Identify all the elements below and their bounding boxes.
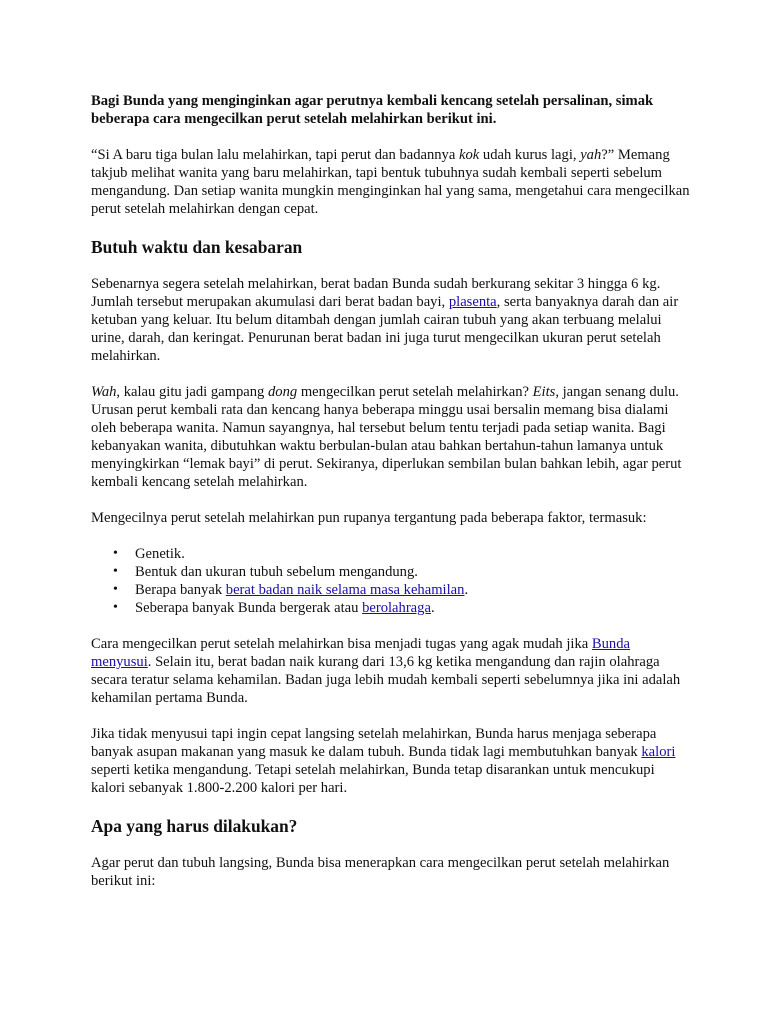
section-heading-butuh-waktu: Butuh waktu dan kesabaran <box>91 237 303 257</box>
s1p1-text-2: , serta banyaknya darah dan air ketuban yang keluar. Itu belum ditambah dengan jumlah cairan tubuh yang akan terbuang melalui urine, darah, dan keringat. Penurunan berat badan ini juga turut mengecilkan ukuran perut setelah melahirkan. <box>91 294 679 364</box>
italic-wah: Wah <box>91 384 117 400</box>
link-berolahraga[interactable]: berolahraga <box>362 600 431 616</box>
section1-paragraph-3: Mengecilnya perut setelah melahirkan pun rupanya tergantung pada beberapa faktor, termasuk: <box>91 510 647 526</box>
list-item-berat-badan <box>135 581 691 599</box>
quote-italic-kok: kok <box>458 147 480 163</box>
quote-text-1: “Si A baru tiga bulan lalu melahirkan, tapi perut dan badannya <box>91 147 459 163</box>
quote-italic-yah: yah <box>580 147 602 163</box>
list-item-bentuk-tubuh: • Bentuk dan ukuran tubuh sebelum mengandung. <box>135 563 691 581</box>
intro-lead-paragraph: Bagi Bunda yang menginginkan agar perutnya kembali kencang setelah persalinan, simak beberapa cara mengecilkan perut setelah melahirkan berikut ini. <box>91 93 654 127</box>
s1p4-text-1: Cara mengecilkan perut setelah melahirkan bisa menjadi tugas yang agak mudah jika <box>91 636 592 652</box>
s1p4-text-2: . Selain itu, berat badan naik kurang dari 13,6 kg ketika mengandung dan rajin olahraga secara teratur selama kehamilan. Badan juga lebih mudah kembali seperti sebelumnya jika ini adalah kehamilan pertama Bunda. <box>91 654 681 706</box>
section1-paragraph-4 <box>91 635 691 707</box>
s1p2-text-1: , kalau gitu jadi gampang <box>116 384 268 400</box>
s1p5-text-1: Jika tidak menyusui tapi ingin cepat langsing setelah melahirkan, Bunda harus menjaga seberapa banyak asupan makanan yang masuk ke dalam tubuh. Bunda tidak lagi membutuhkan banyak <box>91 726 657 760</box>
b3-text: Berapa banyak <box>135 582 226 598</box>
section1-paragraph-1 <box>91 275 691 365</box>
intro-quote-paragraph <box>91 146 691 218</box>
italic-eits: Eits <box>532 384 556 400</box>
section2-paragraph-1: Agar perut dan tubuh langsing, Bunda bisa menerapkan cara mengecilkan perut setelah melahirkan berikut ini: <box>91 855 670 889</box>
link-kalori[interactable]: kalori <box>641 744 676 760</box>
section1-paragraph-5 <box>91 725 691 797</box>
section1-paragraph-2 <box>91 383 691 491</box>
quote-text-2: udah kurus lagi, <box>479 147 581 163</box>
list-item-genetik: • Genetik. <box>135 545 691 563</box>
link-plasenta[interactable]: plasenta <box>448 294 497 310</box>
s1p2-text-3: , jangan senang dulu. Urusan perut kembali rata dan kencang hanya beberapa minggu usai bersalin memang bisa dialami oleh beberapa wanita. Namun sayangnya, hal tersebut belum tentu terjadi pada setiap wanita. Bagi kebanyakan wanita, dibutuhkan waktu berbulan-bulan atau bahkan bertahun-tahun lamanya untuk menyingkirkan “lemak bayi” di perut. Sekiranya, diperlukan sembilan bulan bahkan lebih, agar perut kembali kencang setelah melahirkan. <box>91 384 682 490</box>
b4-text: Seberapa banyak Bunda bergerak atau <box>135 600 363 616</box>
link-berat-badan-kehamilan[interactable]: berat badan naik selama masa kehamilan <box>225 582 465 598</box>
link-bunda-menyusui[interactable]: Bunda menyusui <box>91 636 630 670</box>
s1p5-text-2: seperti ketika mengandung. Tetapi setelah melahirkan, Bunda tetap disarankan untuk mencukupi kalori sebanyak 1.800-2.200 kalori per hari. <box>91 762 655 796</box>
list-item-berolahraga <box>135 599 691 617</box>
section-heading-apa-yang-harus: Apa yang harus dilakukan? <box>91 816 298 836</box>
quote-text-3: ?” Memang takjub melihat wanita yang baru melahirkan, tapi bentuk tubuhnya sudah kembali seperti sebelum mengandung. Dan setiap wanita mungkin menginginkan hal yang sama, mengetahui cara mengecilkan perut setelah melahirkan dengan cepat. <box>91 147 690 217</box>
document-page <box>91 92 691 908</box>
b4-end: . <box>430 600 435 616</box>
s1p2-text-2: mengecilkan perut setelah melahirkan? <box>297 384 533 400</box>
factors-list <box>91 545 691 617</box>
b3-end: . <box>464 582 469 598</box>
s1p1-text-1: Sebenarnya segera setelah melahirkan, berat badan Bunda sudah berkurang sekitar 3 hingga 6 kg. Jumlah tersebut merupakan akumulasi dari berat badan bayi, <box>91 276 661 310</box>
italic-dong: dong <box>268 384 298 400</box>
